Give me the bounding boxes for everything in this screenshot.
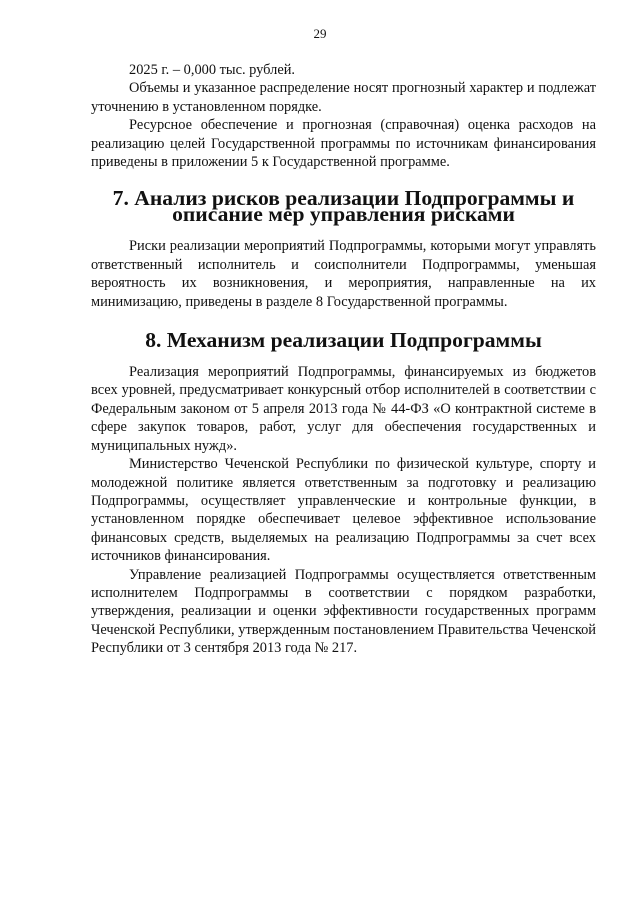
- section-8-heading: 8. Механизм реализации Подпрограммы: [145, 328, 542, 353]
- funding-2025-line: 2025 г. – 0,000 тыс. рублей.: [129, 62, 296, 78]
- risks-paragraph: Риски реализации мероприятий Подпрограммы, которыми могут управлять ответственный исполнитель и соисполнители Подпрограммы, уменьшая вероятность их возникновения, и мероприятия, направленные на их минимизацию, приведены в разделе 8 Государственной программы.: [91, 238, 596, 310]
- page-number: 29: [313, 26, 327, 41]
- resource-support-paragraph: Ресурсное обеспечение и прогнозная (справочная) оценка расходов на реализацию целей Государственной программы по источникам финансирования приведены в приложении 5 к Государственной программе.: [91, 117, 596, 171]
- forecast-note-paragraph: Объемы и указанное распределение носят прогнозный характер и подлежат уточнению в установленном порядке.: [91, 80, 596, 115]
- document-body: [91, 61, 596, 658]
- implementation-paragraph: Реализация мероприятий Подпрограммы, финансируемых из бюджетов всех уровней, предусматривает конкурсный отбор исполнителей в соответствии с Федеральным законом от 5 апреля 2013 года № 44-ФЗ «О контрактной системе в сфере закупок товаров, работ, услуг для обеспечения государственных и муниципальных нужд».: [91, 364, 596, 454]
- management-paragraph: Управление реализацией Подпрограммы осуществляется ответственным исполнителем Подпрограммы в соответствии с порядком разработки, утверждения, реализации и оценки эффективности государственных программ Чеченской Республики, утвержденным постановлением Правительства Чеченской Республики от 3 сентября 2013 года № 217.: [91, 566, 596, 657]
- section-7-heading: 7. Анализ рисков реализации Подпрограммы и описание мер управления рисками: [112, 186, 575, 227]
- ministry-paragraph: Министерство Чеченской Республики по физической культуре, спорту и молодежной политике является ответственным за подготовку и реализацию Подпрограммы, осуществляет управленческие и контрольные функции, в установленном порядке обеспечивает целевое эффективное использование финансовых средств, выделяемых на реализацию Подпрограммы за счет всех источников финансирования.: [91, 456, 596, 565]
